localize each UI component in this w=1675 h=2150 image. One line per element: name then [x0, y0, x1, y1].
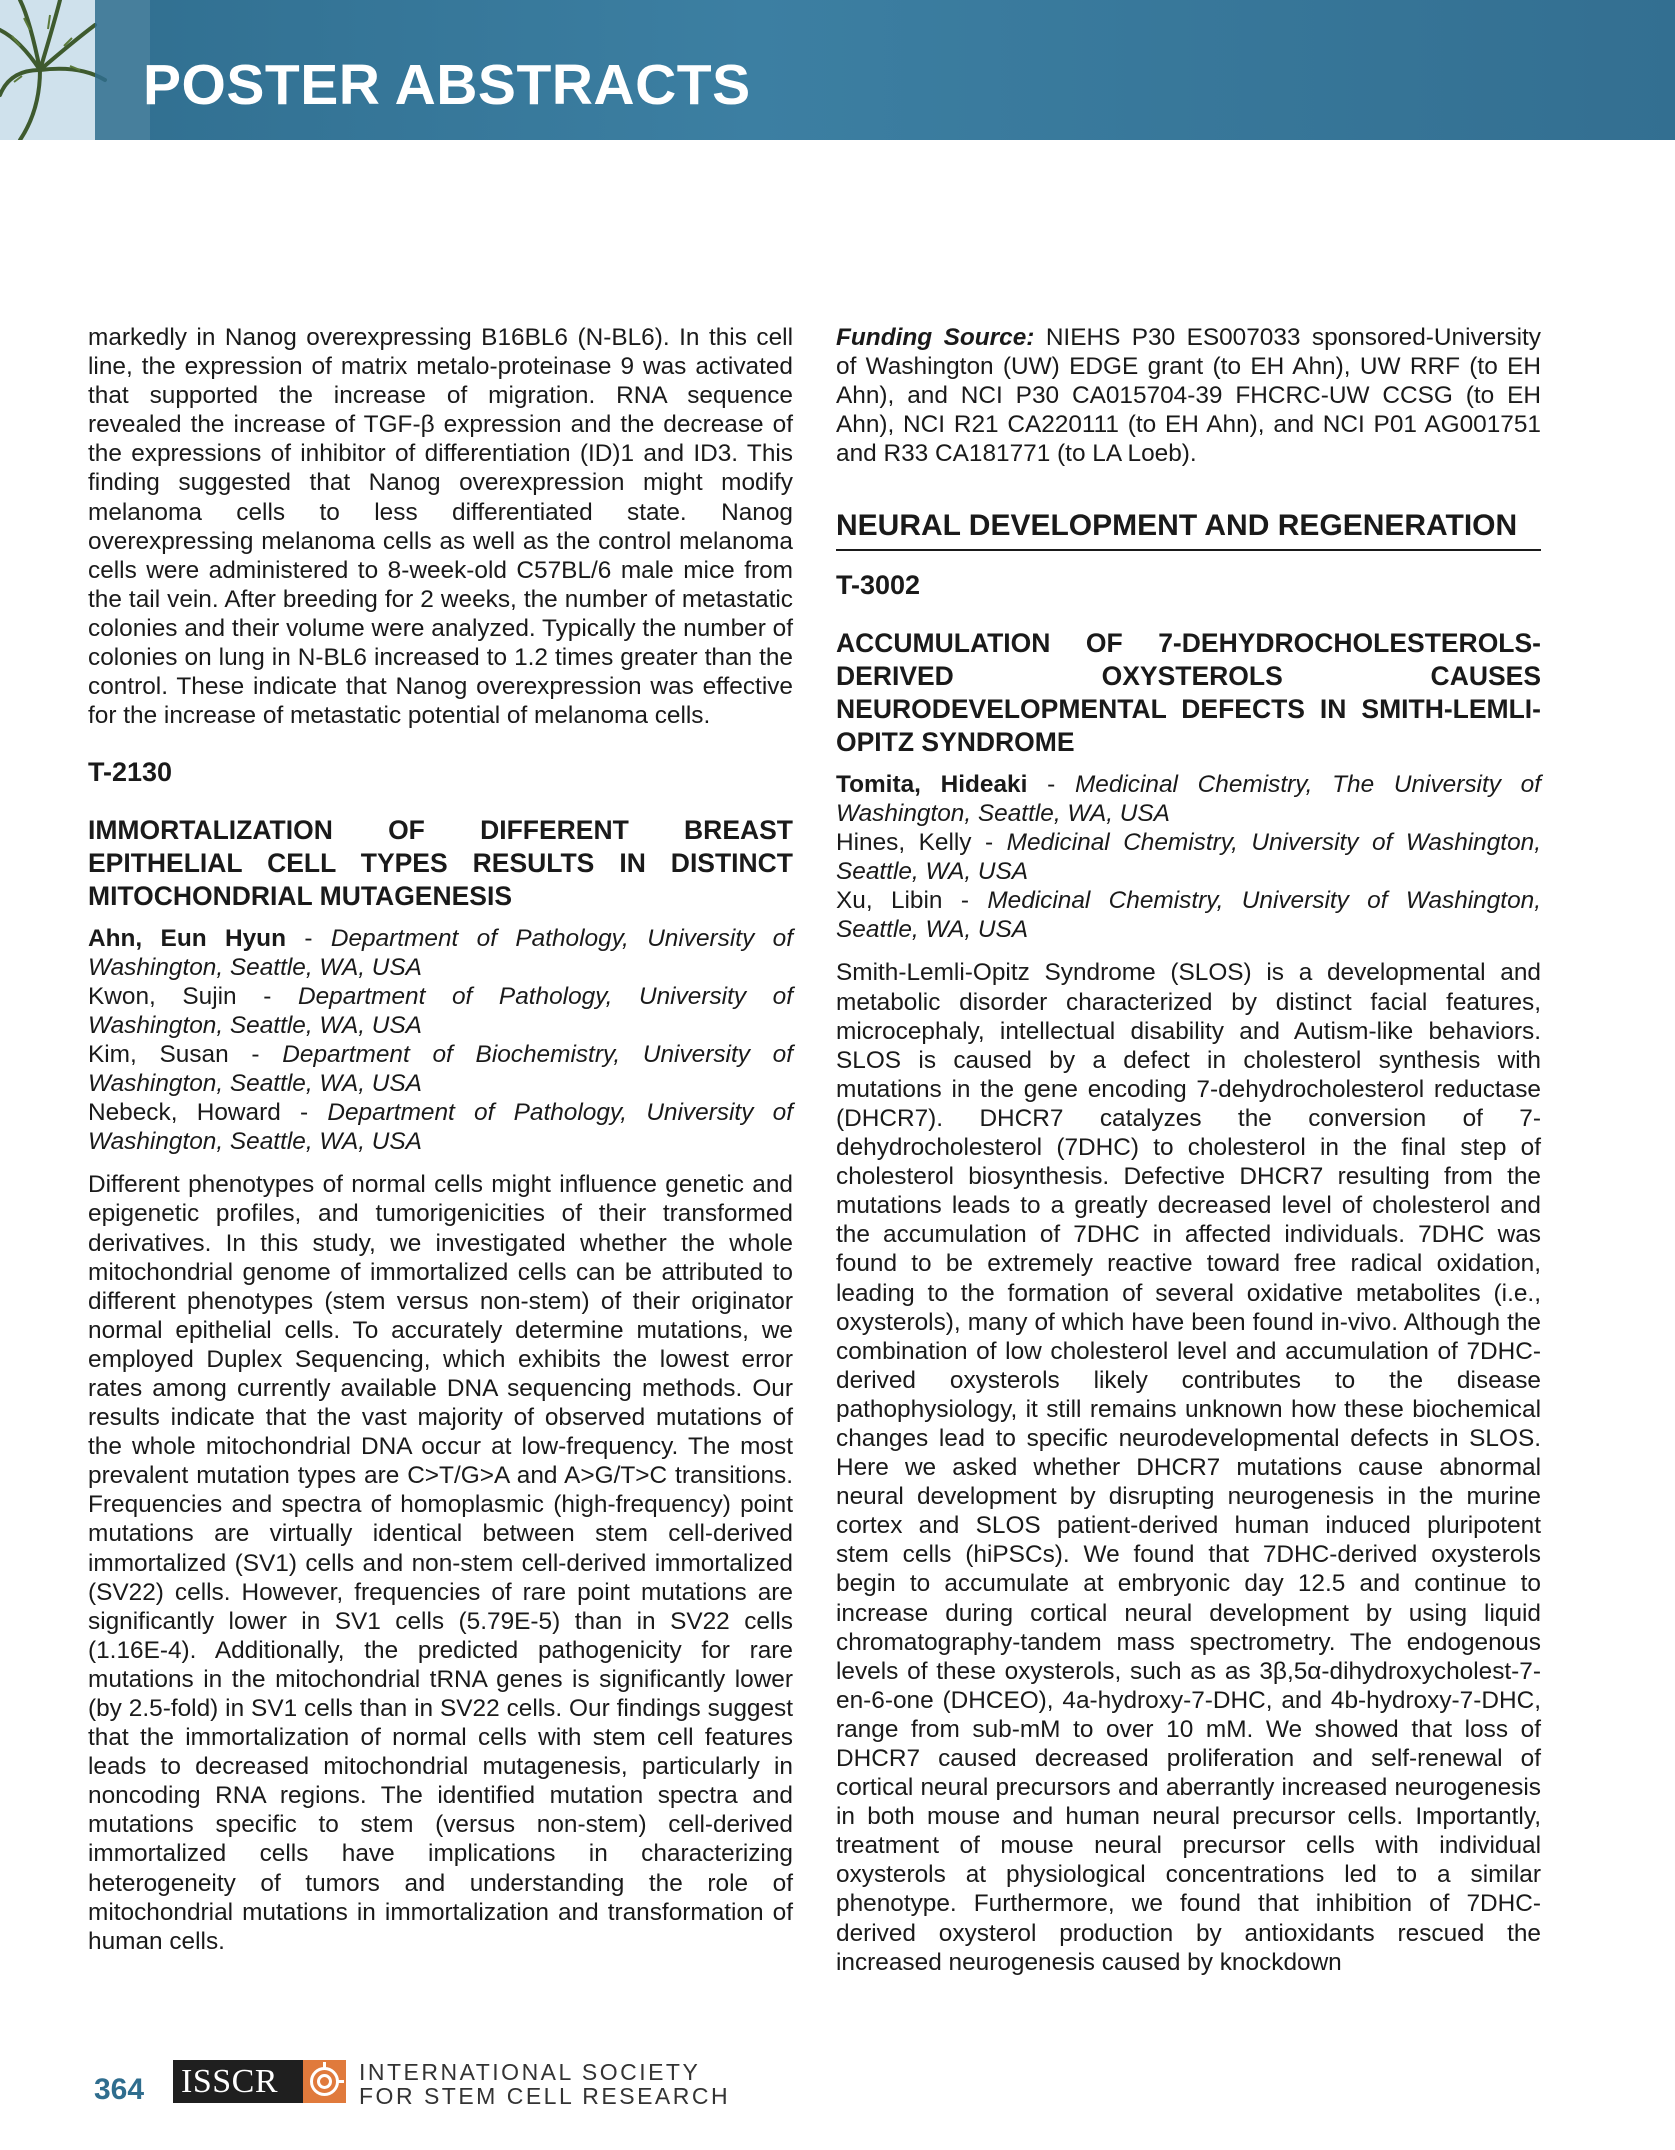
abstract-title: IMMORTALIZATION OF DIFFERENT BREAST EPITHELIAL CELL TYPES RESULTS IN DISTINCT MITOCHONDRIAL MUTAGENESIS [88, 815, 793, 912]
page-title: POSTER ABSTRACTS [143, 53, 751, 117]
author-entry: Hines, Kelly - Medicinal Chemistry, University of Washington, Seattle, WA, USA [836, 829, 1541, 886]
abstract-id: T-2130 [88, 757, 173, 788]
org-name-line-2: FOR STEM CELL RESEARCH [359, 2083, 731, 2109]
author-entry: Nebeck, Howard - Department of Pathology, University of Washington, Seattle, WA, USA [88, 1099, 793, 1156]
author-list [836, 770, 1541, 944]
continuation-paragraph: markedly in Nanog overexpressing B16BL6 (N-BL6). In this cell line, the expression of matrix metalo-proteinase 9 was activated that supported the increase of migration. RNA sequence revealed the increase of TGF-β expression and the decrease of the expressions of inhibitor of differentiation (ID)1 and ID3. This finding suggested that Nanog overexpression might modify melanoma cells to less differentiated state. Nanog overexpressing melanoma cells as well as the control melanoma cells were administered to 8-week-old C57BL/6 male mice from the tail vein. After breeding for 2 weeks, the number of metastatic colonies and their volume were analyzed. Typically the number of colonies on lung in N-BL6 increased to 1.2 times greater than the control. These indicate that Nanog overexpression was effective for the increase of metastatic potential of melanoma cells. [88, 324, 793, 730]
author-name: Kwon, Sujin [88, 983, 237, 1011]
abstract-body: Different phenotypes of normal cells might influence genetic and epigenetic profiles, and tumorigenicities of their transformed derivatives. In this study, we investigated whether the whole mitochondrial genome of immortalized cells can be attributed to different phenotypes (stem versus non-stem) of their originator normal epithelial cells. To accurately determine mutations, we employed Duplex Sequencing, which exhibits the lowest error rates among currently available DNA sequencing methods. Our results indicate that the vast majority of observed mutations of the whole mitochondrial DNA occur at low-frequency. The most prevalent mutation types are C>T/G>A and A>G/T>C transitions. Frequencies and spectra of homoplasmic (high-frequency) point mutations are virtually identical between stem cell-derived immortalized (SV1) cells and non-stem cell-derived immortalized (SV22) cells. However, frequencies of rare point mutations are significantly lower in SV1 cells (5.79E-5) than in SV22 cells (1.16E-4). Additionally, the predicted pathogenicity for rare mutations in the mitochondrial tRNA genes is significantly lower (by 2.5-fold) in SV1 cells than in SV22 cells. Our findings suggest that the immortalization of normal cells with stem cell features leads to decreased mitochondrial mutagenesis, particularly in noncoding RNA regions. The identified mutation spectra and mutations specific to stem (versus non-stem) cell-derived immortalized cells have implications in characterizing heterogeneity of tumors and understanding the role of mitochondrial mutations in immortalization and transformation of human cells. [88, 1171, 793, 1955]
author-name: Nebeck, Howard [88, 1099, 281, 1127]
section-heading: NEURAL DEVELOPMENT AND REGENERATION [836, 508, 1541, 551]
author-name: Kim, Susan [88, 1041, 229, 1069]
isscr-logo: ISSCR [173, 2060, 303, 2103]
palm-tree-image [0, 0, 150, 140]
author-name: Tomita, Hideaki [836, 771, 1028, 799]
author-entry: Kwon, Sujin - Department of Pathology, University of Washington, Seattle, WA, USA [88, 983, 793, 1040]
page-footer [0, 2055, 800, 2115]
org-name-line-1: INTERNATIONAL SOCIETY [359, 2059, 701, 2085]
isscr-logo-mark-icon [303, 2060, 346, 2103]
author-affiliation: Medicinal Chemistry, University of Washington, Seattle, WA, USA [836, 887, 1541, 944]
author-affiliation: Department of Pathology, University of Washington, Seattle, WA, USA [88, 983, 793, 1040]
funding-text: NIEHS P30 ES007033 sponsored-University of Washington (UW) EDGE grant (to EH Ahn), UW RRF (to EH Ahn), and NCI P30 CA015704-39 FHCRC-UW CCSG (to EH Ahn), NCI R21 CA220111 (to EH Ahn), and NCI P01 AG001751 and R33 CA181771 (to LA Loeb). [836, 324, 1541, 468]
abstract-id: T-3002 [836, 570, 921, 601]
page-header-banner [0, 0, 1675, 140]
funding-label: Funding Source: [836, 324, 1035, 351]
author-affiliation: Medicinal Chemistry, University of Washington, Seattle, WA, USA [836, 829, 1541, 886]
author-entry: Tomita, Hideaki - Medicinal Chemistry, The University of Washington, Seattle, WA, USA [836, 771, 1541, 828]
author-name: Ahn, Eun Hyun [88, 925, 286, 953]
abstract-title: ACCUMULATION OF 7-DEHYDROCHOLESTEROLS-DERIVED OXYSTEROLS CAUSES NEURODEVELOPMENTAL DEFECTS IN SMITH-LEMLI-OPITZ SYNDROME [836, 628, 1541, 758]
author-name: Xu, Libin [836, 887, 943, 915]
author-entry: Ahn, Eun Hyun - Department of Pathology, University of Washington, Seattle, WA, USA [88, 925, 793, 982]
funding-source [836, 323, 1541, 468]
author-name: Hines, Kelly [836, 829, 972, 857]
right-column [836, 323, 1541, 1977]
author-list [88, 924, 793, 1156]
author-entry: Xu, Libin - Medicinal Chemistry, University of Washington, Seattle, WA, USA [836, 887, 1541, 944]
author-affiliation: Department of Biochemistry, University of Washington, Seattle, WA, USA [88, 1041, 794, 1098]
author-affiliation: Medicinal Chemistry, The University of Washington, Seattle, WA, USA [836, 771, 1541, 828]
author-entry: Kim, Susan - Department of Biochemistry, University of Washington, Seattle, WA, USA [88, 1041, 794, 1098]
left-column [88, 323, 793, 1956]
abstract-body: Smith-Lemli-Opitz Syndrome (SLOS) is a developmental and metabolic disorder characterized by distinct facial features, microcephaly, intellectual disability and Autism-like behaviors. SLOS is caused by a defect in cholesterol synthesis with mutations in the gene encoding 7-dehydrocholesterol reductase (DHCR7). DHCR7 catalyzes the conversion of 7-dehydrocholesterol (7DHC) to cholesterol in the final step of cholesterol biosynthesis. Defective DHCR7 resulting from the mutations leads to a greatly decreased level of cholesterol and the accumulation of 7DHC in affected individuals. 7DHC was found to be extremely reactive toward free radical oxidation, leading to the formation of several oxidative metabolites (i.e., oxysterols), many of which have been found in-vivo. Although the combination of low cholesterol level and accumulation of 7DHC-derived oxysterols likely contributes to the disease pathophysiology, it still remains unknown how these biochemical changes lead to specific neurodevelopmental defects in SLOS. Here we asked whether DHCR7 mutations cause abnormal neural development by disrupting neurogenesis in the murine cortex and SLOS patient-derived human induced pluripotent stem cells (hiPSCs). We found that 7DHC-derived oxysterols begin to accumulate at embryonic day 12.5 and continue to increase during cortical neural development by using liquid chromatography-tandem mass spectrometry. The endogenous levels of these oxysterols, such as as 3β,5α-dihydroxycholest-7-en-6-one (DHCEO), 4a-hydroxy-7-DHC, and 4b-hydroxy-7-DHC, range from sub-mM to over 10 mM. We showed that loss of DHCR7 caused decreased proliferation and self-renewal of cortical neural precursors and aberrantly increased neurogenesis in both mouse and human neural precursor cells. Importantly, treatment of mouse neural precursor cells with individual oxysterols at physiological concentrations led to a similar phenotype. Furthermore, we found that inhibition of 7DHC-derived oxysterol production by antioxidants rescued the increased neurogenesis caused by knockdown [836, 959, 1541, 1976]
author-affiliation: Department of Pathology, University of Washington, Seattle, WA, USA [88, 925, 793, 982]
author-affiliation: Department of Pathology, University of Washington, Seattle, WA, USA [88, 1099, 793, 1156]
page-number: 364 [94, 2073, 145, 2106]
